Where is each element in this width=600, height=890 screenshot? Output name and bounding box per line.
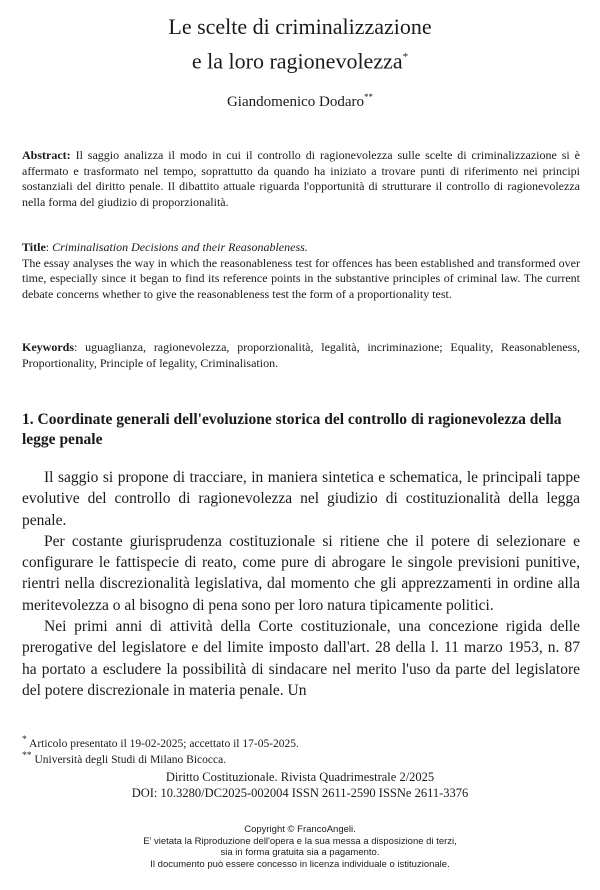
footnote-1-text: Articolo presentato il 19-02-2025; accettato il 17-05-2025. [26,737,299,750]
keywords-text: : uguaglianza, ragionevolezza, proporzionalità, legalità, incriminazione; Equality, Reasonableness, Proportionality, Principle of legality, Criminalisation. [22,340,580,370]
title-line-1: Le scelte di criminalizzazione [168,14,432,39]
copyright-line-3: sia in forma gratuita sia a pagamento. [220,847,380,858]
abstract-label: Abstract: [22,148,71,162]
title-line-2-text: e la loro ragionevolezza [191,48,403,74]
body-text [22,467,580,701]
author-name: Giandomenico Dodaro [226,94,365,110]
abstract-text: Il saggio analizza il modo in cui il controllo di ragionevolezza sulle scelte di criminalizzazione si è affermato e trasformato nel tempo, soprattutto da quando ha iniziato a trovare punti di riferimento nei principi sostanziali del diritto penale. Il dibattito attuale riguarda l'opportunità di strutturare il controllo di ragionevolezza nella forma del giudizio di proporzionalità. [22,148,580,209]
keywords [22,340,580,371]
article-title [0,12,600,76]
section-heading: 1. Coordinate generali dell'evoluzione storica del controllo di ragionevolezza della legge penale [22,411,562,448]
footnote-1-marker: * [22,734,27,745]
english-title-line [22,240,580,256]
journal-info [0,769,600,801]
english-title-label: Title [22,240,46,254]
footnote-2-marker: ** [22,750,32,761]
author [0,88,600,111]
copyright-line-2: E' vietata la Riproduzione dell'opera e la sua messa a disposizione di terzi, [143,835,457,847]
abstract [22,148,580,210]
journal-name: Diritto Costituzionale. Rivista Quadrimestrale 2/2025 [165,770,435,784]
copyright-line-4: Il documento può essere concesso in licenza individuale o istituzionale. [150,858,450,870]
footnote-2-text: Università degli Studi di Milano Bicocca. [31,753,227,766]
english-title-sep: : [45,240,53,254]
copyright-notice [0,824,600,870]
english-abstract-text: The essay analyses the way in which the reasonableness test for offences has been established and transformed over time, especially since it began to find its reference points in the substantive principles of criminal law. The current debate concerns whether to give the reasonableness test the form of a proportionality test. [22,255,580,301]
keywords-label: Keywords [22,340,74,354]
journal-doi-issn: DOI: 10.3280/DC2025-002004 ISSN 2611-2590 ISSNe 2611-3376 [131,786,469,800]
title-line-2 [0,42,600,76]
body-paragraph-3: Nei primi anni di attività della Corte costituzionale, una concezione rigida delle prerogative del legislatore e del limite imposto dall'art. 28 della l. 11 marzo 1953, n. 87 ha portato a escludere la possibilità di sindacare nel merito l'uso da parte del legislatore del potere discrezionale in materia penale. Un [22,618,580,699]
english-title: Criminalisation Decisions and their Reasonableness. [52,240,308,254]
footnote-2 [22,749,582,767]
title-footnote-marker: * [402,51,409,63]
author-footnote-marker: ** [364,92,374,102]
body-paragraph-1: Il saggio si propone di tracciare, in maniera sintetica e schematica, le principali tappe evolutive del controllo di ragionevolezza nel giudizio di costituzionalità della legga penale. [22,469,580,529]
english-abstract [22,240,580,302]
body-paragraph-2: Per costante giurisprudenza costituzionale si ritiene che il potere di selezionare e configurare le fattispecie di reato, come pure di abrogare le singole previsioni punitive, rientri nella discrezionalità legislativa, dal momento che gli apprezzamenti in ordine alla meritevolezza o al bisogno di pena sono per loro natura tipicamente politici. [22,532,580,614]
copyright-line-1: Copyright © FrancoAngeli. [244,824,356,835]
